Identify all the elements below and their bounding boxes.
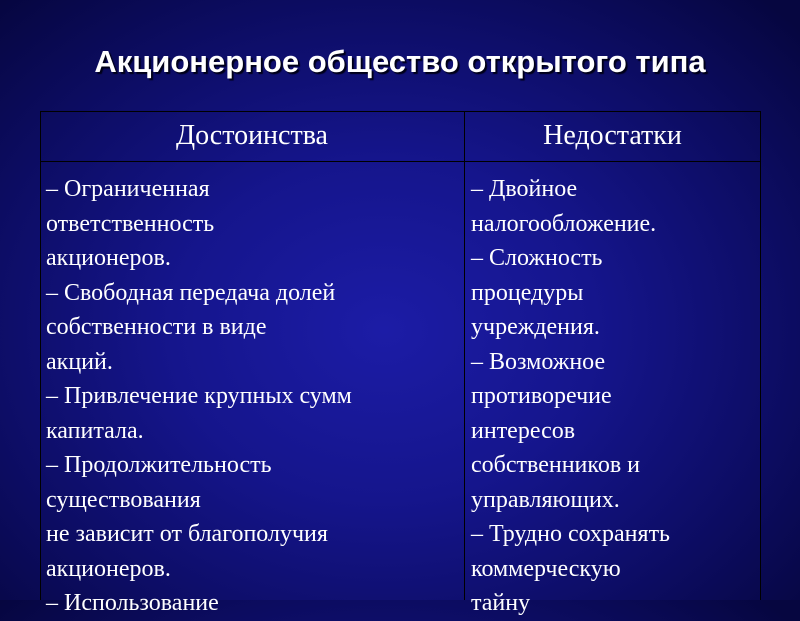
list-item-line: – Привлечение крупных сумм [46, 383, 352, 409]
list-item-line: – Свободная передача долей [46, 279, 336, 306]
list-item-line: – Ограниченная [46, 176, 210, 202]
list-item-line: – Возможное [471, 348, 606, 375]
slide-title: Акционерное общество открытого типа [94, 44, 706, 79]
list-item-line: коммерческую [471, 555, 621, 582]
list-item-line: – Продолжительность [46, 452, 272, 478]
list-item [40, 172, 352, 276]
list-item-line: управляющих. [471, 486, 620, 513]
list-item-line: акций. [46, 348, 113, 375]
header-advantages: Достоинства [175, 120, 328, 151]
table-header-divider [40, 161, 761, 162]
list-item-line: акционеров. [46, 555, 171, 582]
list-item-line: учреждения. [471, 314, 600, 340]
list-item [465, 172, 670, 241]
list-item [465, 345, 670, 518]
list-item [40, 379, 352, 448]
list-item-line: собственности в виде [46, 314, 267, 340]
table-border-right [760, 111, 761, 600]
list-item-line: процедуры [471, 279, 584, 306]
list-item-line: существования [46, 486, 201, 513]
list-item-line: капитала. [46, 417, 144, 444]
comparison-table [40, 111, 761, 616]
list-item-line: собственников и [471, 452, 640, 478]
list-item [465, 517, 670, 621]
list-item-line: – Двойное [471, 176, 578, 202]
list-item-line: – Сложность [471, 245, 603, 271]
list-item-line: – Трудно сохранять [471, 521, 670, 547]
list-item-line: тайну [471, 590, 531, 616]
list-item-line: – Использование [46, 590, 219, 616]
list-item-line: интересов [471, 417, 576, 444]
advantages-column [40, 172, 352, 621]
list-item [40, 276, 352, 380]
list-item [40, 586, 352, 621]
list-item [465, 241, 670, 345]
list-item-line: не зависит от благополучия [46, 521, 328, 547]
list-item-line: противоречие [471, 383, 612, 409]
list-item-line: ответственность [46, 210, 215, 237]
list-item-line: налогообложение. [471, 210, 657, 237]
disadvantages-column [465, 172, 670, 621]
header-disadvantages: Недостатки [543, 120, 682, 151]
list-item-line: акционеров. [46, 245, 171, 271]
list-item [40, 448, 352, 586]
